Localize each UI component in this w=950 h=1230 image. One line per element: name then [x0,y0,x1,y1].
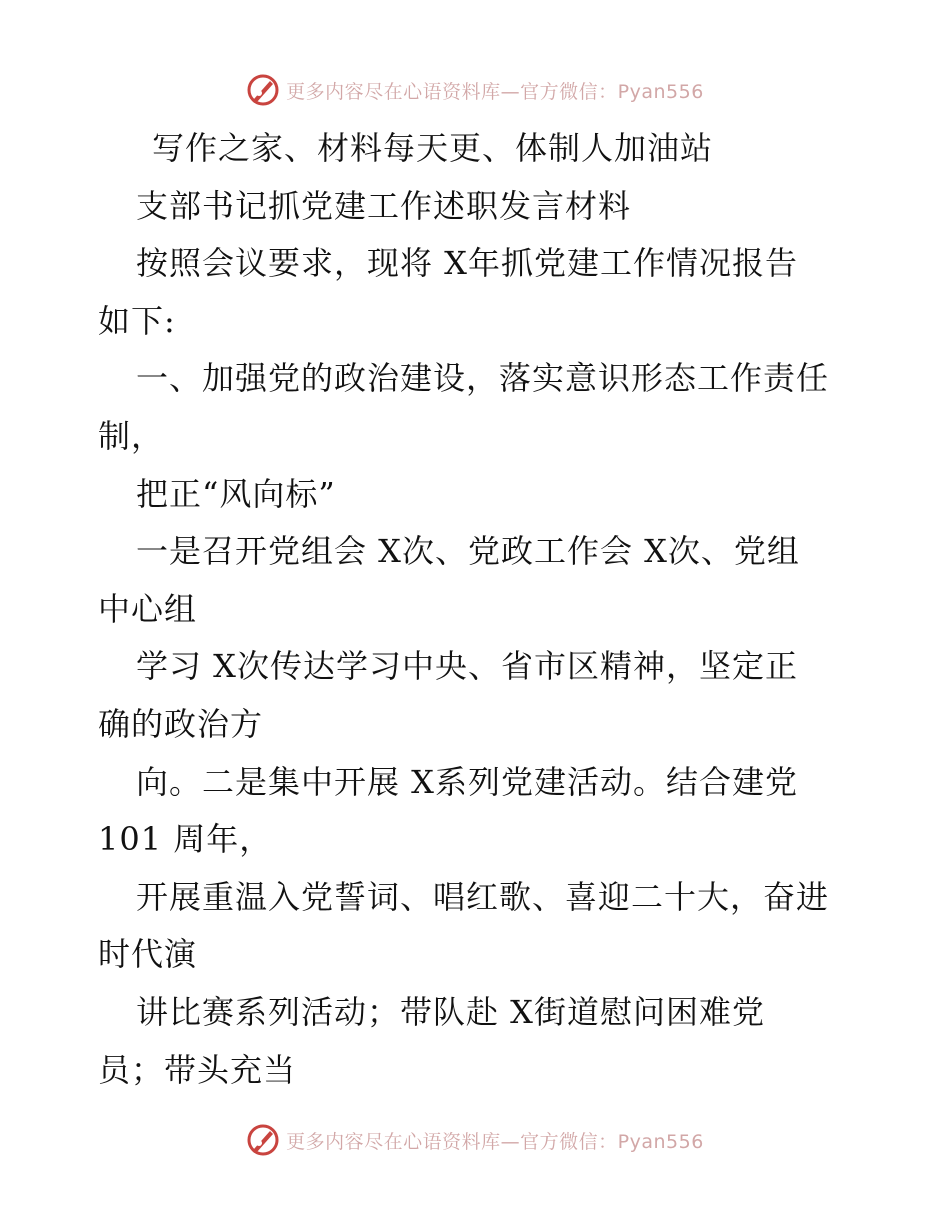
doc-line: 讲比赛系列活动；带队赴 X街道慰问困难党 [136,992,765,1031]
doc-line: 开展重温入党誓词、唱红歌、喜迎二十大，奋进 [136,877,830,916]
doc-line: 一是召开党组会 X次、党政工作会 X次、党组 [136,532,800,571]
doc-line: 把正“风向标” [136,474,336,513]
doc-line: 按照会议要求，现将 X年抓党建工作情况报告 [136,244,798,283]
doc-line: 如下: [98,301,176,340]
doc-line: 确的政治方 [98,704,264,743]
doc-line: 学习 X次传达学习中央、省市区精神，坚定正 [136,647,798,686]
pen-seal-logo-icon [246,73,280,107]
header-watermark [0,70,950,110]
doc-line: 101 周年， [98,820,273,859]
doc-line: 向。二是集中开展 X系列党建活动。结合建党 [136,762,798,801]
footer-watermark [0,1120,950,1160]
doc-line: 员；带头充当 [98,1050,297,1089]
document-body [98,120,858,1099]
doc-line: 中心组 [98,589,198,628]
doc-title: 支部书记抓党建工作述职发言材料 [136,186,632,225]
doc-line: 制， [98,416,165,455]
doc-line: 一、加强党的政治建设，落实意识形态工作责任 [136,359,830,398]
doc-line: 时代演 [98,935,198,974]
watermark-text: 更多内容尽在心语资料库—官方微信：Pyan556 [286,80,704,103]
pen-seal-logo-icon [246,1123,280,1157]
doc-line: 写作之家、材料每天更、体制人加油站 [152,129,714,167]
watermark-text: 更多内容尽在心语资料库—官方微信：Pyan556 [286,1130,704,1153]
